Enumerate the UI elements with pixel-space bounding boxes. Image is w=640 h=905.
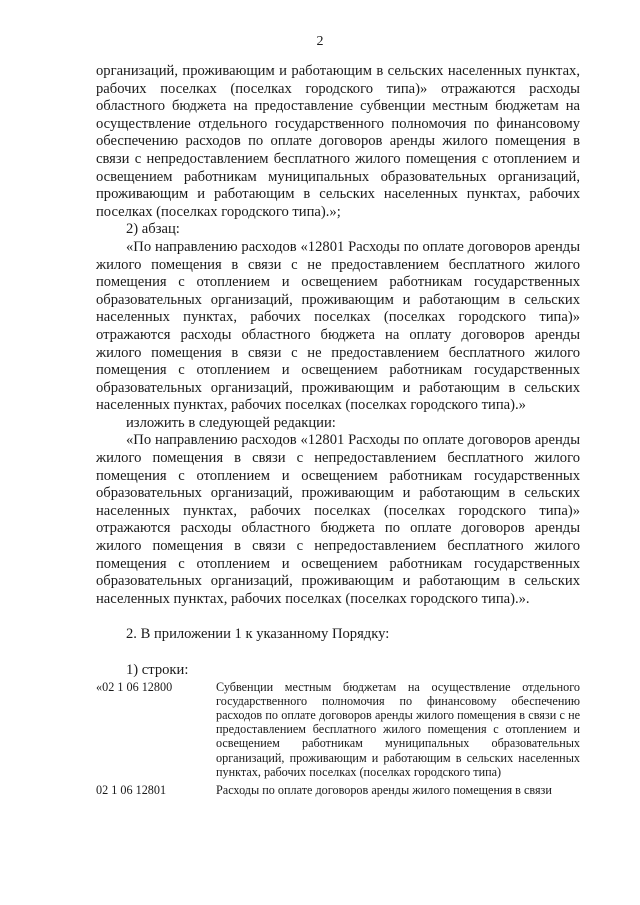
paragraph-continuation: организаций, проживающим и работающим в сельских населенных пунктах, рабочих поселках (поселках городского типа)» отражаются расходы областного бюджета на предоставление субвенции местным бюджетам на осуществление отдельного государственного полномочия по финансовому обеспечению расходов по оплате договоров аренды жилого помещения в связи с непредоставлением бесплатного жилого помещения с отоплением и освещением работникам муниципальных образовательных организаций, проживающим и работающим в сельских населенных пунктах, рабочих поселках (поселках городского типа).»; (96, 63, 580, 220)
paragraph-new-text: «По направлению расходов «12801 Расходы по оплате договоров аренды жилого помещения в связи с непредоставлением бесплатного жилого помещения с отоплением и освещением работникам государственных образовательных организаций, проживающим и работающим в сельских населенных пунктах, рабочих поселках (поселках городского типа)» отражаются расходы областного бюджета по оплате договоров аренды жилого помещения в связи с непредоставлением бесплатного жилого помещения с отоплением и освещением работникам государственных образовательных организаций, проживающим и работающим в сельских населенных пунктах, рабочих поселках (поселках городского типа).». (96, 432, 580, 607)
page-number: 2 (316, 34, 324, 49)
table-row (96, 680, 580, 779)
row-description: Расходы по оплате договоров аренды жилого помещения в связи (216, 783, 552, 798)
code-table (96, 680, 580, 798)
paragraph-item-2: 2) абзац: (126, 221, 180, 238)
subheading: 1) строки: (126, 662, 189, 678)
section-heading: 2. В приложении 1 к указанному Порядку: (126, 626, 390, 643)
row-code: «02 1 06 12800 (96, 679, 173, 694)
spacer (96, 608, 580, 626)
table-row (96, 783, 580, 797)
row-code: 02 1 06 12801 (96, 783, 167, 798)
paragraph-instruction: изложить в следующей редакции: (126, 414, 336, 431)
document-body (96, 63, 580, 801)
row-description: Субвенции местным бюджетам на осуществление отдельного государственного полномочия по финансовому обеспечению расходов по оплате договоров аренды жилого помещения в связи с не предоставлением бесплатного жилого помещения с отоплением и освещением работникам муниципальных образовательных организаций, проживающим и работающим в сельских населенных пунктах, рабочих поселках (поселках городского типа) (216, 679, 580, 779)
spacer (96, 644, 580, 662)
paragraph-old-text: «По направлению расходов «12801 Расходы по оплате договоров аренды жилого помещения в связи с не предоставлением бесплатного жилого помещения с отоплением и освещением работникам государственных образовательных организаций, проживающим и работающим в сельских населенных пунктах, рабочих поселках (поселках городского типа)» отражаются расходы областного бюджета на оплату договоров аренды жилого помещения в связи с не предоставлением бесплатного жилого помещения с отоплением и освещением работникам государственных образовательных организаций, проживающим и работающим в сельских населенных пунктах, рабочих поселках (поселках городского типа).» (96, 238, 580, 414)
